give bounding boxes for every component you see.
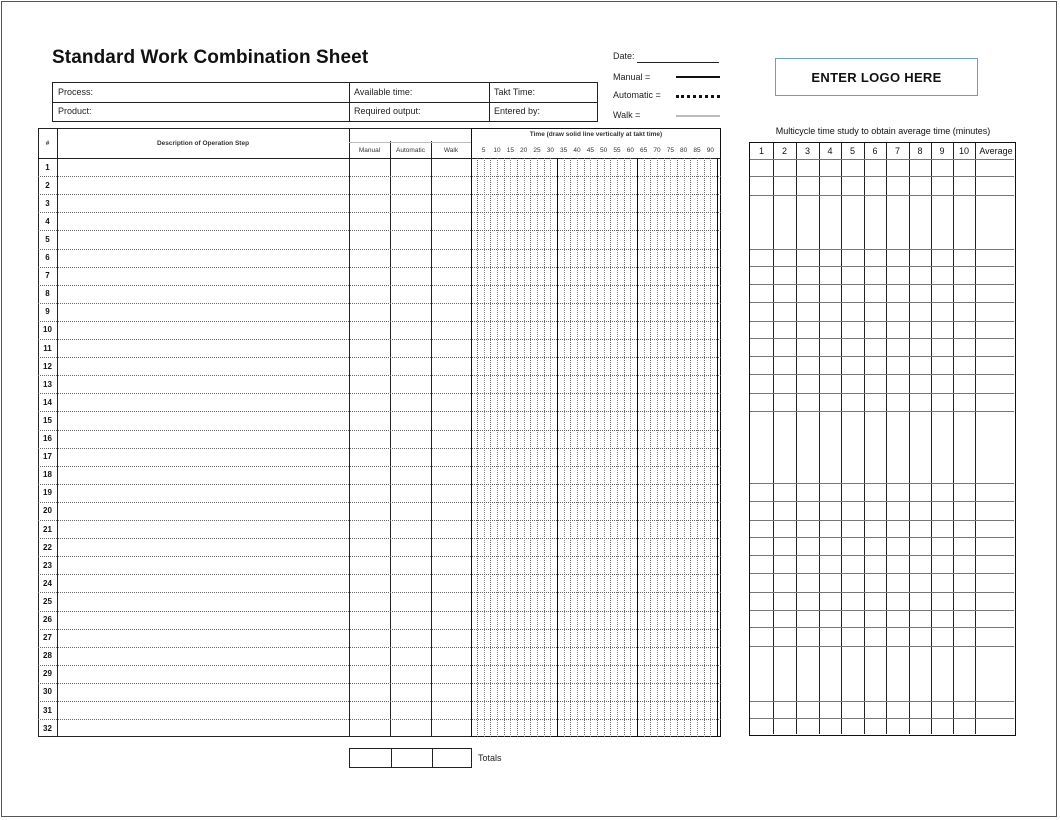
row-divider [38, 484, 721, 485]
walk-cell[interactable] [431, 267, 471, 285]
row-number: 17 [43, 452, 52, 462]
manual-cell[interactable] [349, 212, 390, 230]
header-subdivider [349, 142, 471, 143]
timeline-tick-label: 45 [586, 146, 594, 154]
description-cell[interactable] [57, 556, 349, 574]
timeline-header: Time (draw solid line vertically at takt time) [529, 131, 663, 138]
row-divider [38, 502, 721, 503]
multicycle-row[interactable] [750, 537, 1014, 555]
row-divider [38, 411, 721, 412]
timeline-tick-label: 30 [546, 146, 554, 154]
walk-cell[interactable] [431, 611, 471, 629]
manual-cell[interactable] [349, 375, 390, 393]
multicycle-col-header: 9 [939, 146, 945, 156]
process-label: Process: [58, 87, 94, 97]
description-cell[interactable] [57, 665, 349, 683]
row-divider [38, 357, 721, 358]
description-cell[interactable] [57, 339, 349, 357]
row-divider [38, 212, 721, 213]
row-divider [38, 339, 721, 340]
total-automatic-cell[interactable] [391, 749, 433, 767]
walk-cell[interactable] [431, 249, 471, 267]
row-number: 1 [45, 162, 50, 172]
walk-cell[interactable] [431, 357, 471, 375]
multicycle-row[interactable] [750, 610, 1014, 627]
description-cell[interactable] [57, 502, 349, 520]
row-number: 19 [43, 488, 52, 498]
multicycle-row[interactable] [750, 338, 1014, 356]
description-cell[interactable] [57, 611, 349, 629]
multicycle-row[interactable] [750, 176, 1014, 195]
multicycle-row[interactable] [750, 627, 1014, 646]
walk-cell[interactable] [431, 430, 471, 448]
description-cell[interactable] [57, 393, 349, 411]
multicycle-table [749, 142, 1016, 736]
manual-cell[interactable] [349, 158, 390, 176]
walk-cell[interactable] [431, 411, 471, 429]
automatic-cell[interactable] [390, 194, 431, 212]
row-divider [38, 267, 721, 268]
row-number: 2 [45, 180, 50, 190]
row-number: 9 [45, 307, 50, 317]
process-field[interactable] [53, 83, 349, 102]
row-divider [38, 592, 721, 593]
automatic-cell[interactable] [390, 647, 431, 665]
manual-cell[interactable] [349, 303, 390, 321]
multicycle-col-header: Average [979, 146, 1013, 156]
entered-by-label: Entered by: [494, 106, 541, 116]
multicycle-row-divider [750, 718, 1014, 719]
automatic-cell[interactable] [390, 176, 431, 194]
manual-cell[interactable] [349, 538, 390, 556]
automatic-line-sample [676, 95, 720, 98]
automatic-cell[interactable] [390, 556, 431, 574]
manual-cell[interactable] [349, 611, 390, 629]
description-cell[interactable] [57, 647, 349, 665]
row-number: 22 [43, 542, 52, 552]
row-divider [38, 448, 721, 449]
description-cell[interactable] [57, 411, 349, 429]
description-cell[interactable] [57, 158, 349, 176]
automatic-cell[interactable] [390, 592, 431, 610]
walk-cell[interactable] [431, 665, 471, 683]
page-title: Standard Work Combination Sheet [52, 47, 369, 68]
walk-col-header: Walk [443, 146, 459, 154]
row-number: 29 [43, 669, 52, 679]
walk-cell[interactable] [431, 393, 471, 411]
manual-cell[interactable] [349, 701, 390, 719]
row-number: 10 [43, 325, 52, 335]
totals-box [349, 748, 472, 768]
manual-cell[interactable] [349, 430, 390, 448]
multicycle-row[interactable] [750, 555, 1014, 573]
timeline-tick-label: 10 [493, 146, 501, 154]
date-field[interactable] [637, 62, 719, 63]
description-cell[interactable] [57, 430, 349, 448]
multicycle-col-header: 4 [827, 146, 833, 156]
row-divider [38, 683, 721, 684]
automatic-cell[interactable] [390, 158, 431, 176]
manual-cell[interactable] [349, 647, 390, 665]
description-cell[interactable] [57, 375, 349, 393]
manual-cell[interactable] [349, 502, 390, 520]
multicycle-row[interactable] [750, 284, 1014, 302]
automatic-cell[interactable] [390, 285, 431, 303]
manual-cell[interactable] [349, 556, 390, 574]
row-number: 4 [45, 216, 50, 226]
multicycle-col-header: 8 [917, 146, 923, 156]
row-divider [38, 321, 721, 322]
walk-cell[interactable] [431, 230, 471, 248]
row-number: 3 [45, 198, 50, 208]
description-cell[interactable] [57, 719, 349, 737]
manual-line-sample [676, 76, 720, 78]
required-output-label: Required output: [354, 106, 421, 116]
walk-cell[interactable] [431, 285, 471, 303]
row-divider [38, 538, 721, 539]
multicycle-row[interactable] [750, 393, 1014, 411]
multicycle-row[interactable] [750, 411, 1014, 483]
automatic-cell[interactable] [390, 629, 431, 647]
automatic-cell[interactable] [390, 448, 431, 466]
multicycle-row[interactable] [750, 195, 1014, 249]
row-divider [38, 556, 721, 557]
walk-cell[interactable] [431, 538, 471, 556]
row-number: 16 [43, 434, 52, 444]
description-header: Description of Operation Step [156, 139, 250, 147]
row-number: 13 [43, 379, 52, 389]
automatic-cell[interactable] [390, 212, 431, 230]
timeline-tick-label: 40 [573, 146, 581, 154]
automatic-col-header: Automatic [396, 146, 425, 154]
manual-cell[interactable] [349, 176, 390, 194]
timeline-tick-label: 85 [693, 146, 701, 154]
row-divider [38, 701, 721, 702]
walk-cell[interactable] [431, 448, 471, 466]
multicycle-row[interactable] [750, 321, 1014, 338]
manual-cell[interactable] [349, 520, 390, 538]
product-label: Product: [58, 106, 92, 116]
walk-cell[interactable] [431, 212, 471, 230]
description-cell[interactable] [57, 574, 349, 592]
manual-cell[interactable] [349, 574, 390, 592]
description-cell[interactable] [57, 683, 349, 701]
description-cell[interactable] [57, 321, 349, 339]
row-number: 24 [43, 578, 52, 588]
description-cell[interactable] [57, 592, 349, 610]
automatic-cell[interactable] [390, 411, 431, 429]
row-divider [38, 393, 721, 394]
walk-cell[interactable] [431, 176, 471, 194]
walk-cell[interactable] [431, 592, 471, 610]
walk-cell[interactable] [431, 502, 471, 520]
manual-cell[interactable] [349, 592, 390, 610]
walk-cell[interactable] [431, 574, 471, 592]
walk-cell[interactable] [431, 484, 471, 502]
walk-cell[interactable] [431, 719, 471, 737]
automatic-cell[interactable] [390, 574, 431, 592]
timeline-tick-label: 5 [481, 146, 486, 154]
row-divider [38, 285, 721, 286]
multicycle-row[interactable] [750, 159, 1014, 176]
row-divider [38, 647, 721, 648]
description-cell[interactable] [57, 267, 349, 285]
manual-cell[interactable] [349, 629, 390, 647]
multicycle-row[interactable] [750, 501, 1014, 520]
timeline-tick-label: 70 [653, 146, 661, 154]
takt-time-field[interactable] [489, 83, 597, 102]
walk-cell[interactable] [431, 647, 471, 665]
walk-cell[interactable] [431, 629, 471, 647]
multicycle-col-header: 2 [781, 146, 787, 156]
automatic-cell[interactable] [390, 393, 431, 411]
multicycle-row[interactable] [750, 374, 1014, 393]
walk-cell[interactable] [431, 321, 471, 339]
automatic-cell[interactable] [390, 267, 431, 285]
automatic-cell[interactable] [390, 719, 431, 737]
automatic-cell[interactable] [390, 303, 431, 321]
automatic-cell[interactable] [390, 249, 431, 267]
totals-label: Totals [478, 753, 502, 763]
row-divider [38, 611, 721, 612]
description-cell[interactable] [57, 538, 349, 556]
multicycle-row[interactable] [750, 356, 1014, 374]
row-number: 20 [43, 506, 52, 516]
multicycle-row[interactable] [750, 520, 1014, 537]
row-divider [38, 176, 721, 177]
description-cell[interactable] [57, 357, 349, 375]
description-cell[interactable] [57, 303, 349, 321]
row-number: 8 [45, 289, 50, 299]
row-number: 23 [43, 560, 52, 570]
row-divider [38, 574, 721, 575]
walk-cell[interactable] [431, 556, 471, 574]
row-divider [38, 665, 721, 666]
multicycle-col-header: 7 [894, 146, 900, 156]
row-divider [38, 430, 721, 431]
automatic-cell[interactable] [390, 683, 431, 701]
automatic-cell[interactable] [390, 520, 431, 538]
manual-cell[interactable] [349, 393, 390, 411]
multicycle-col-header: 5 [849, 146, 855, 156]
date-label: Date: [613, 51, 635, 61]
timeline-tick-label: 25 [533, 146, 541, 154]
timeline-tick-label: 80 [680, 146, 688, 154]
multicycle-row[interactable] [750, 573, 1014, 592]
walk-cell[interactable] [431, 683, 471, 701]
automatic-cell[interactable] [390, 375, 431, 393]
row-number: 5 [45, 234, 50, 244]
multicycle-row[interactable] [750, 266, 1014, 284]
manual-cell[interactable] [349, 267, 390, 285]
multicycle-row[interactable] [750, 646, 1014, 701]
description-cell[interactable] [57, 285, 349, 303]
walk-cell[interactable] [431, 339, 471, 357]
row-number: 21 [43, 524, 52, 534]
row-number: 18 [43, 470, 52, 480]
walk-cell[interactable] [431, 194, 471, 212]
description-cell[interactable] [57, 466, 349, 484]
row-number: 27 [43, 633, 52, 643]
row-divider [38, 520, 721, 521]
walk-line-sample [676, 115, 720, 117]
timeline-tick-label: 60 [626, 146, 634, 154]
description-cell[interactable] [57, 629, 349, 647]
manual-cell[interactable] [349, 448, 390, 466]
description-cell[interactable] [57, 484, 349, 502]
manual-cell[interactable] [349, 683, 390, 701]
multicycle-title: Multicycle time study to obtain average time (minutes) [775, 126, 991, 136]
row-divider [38, 375, 721, 376]
description-cell[interactable] [57, 230, 349, 248]
available-time-field[interactable] [349, 83, 489, 102]
timeline-tick-label: 90 [706, 146, 714, 154]
timeline-tick-label: 75 [666, 146, 674, 154]
product-field[interactable] [53, 102, 349, 121]
manual-cell[interactable] [349, 484, 390, 502]
row-number: 14 [43, 397, 52, 407]
automatic-cell[interactable] [390, 230, 431, 248]
multicycle-col-header: 3 [804, 146, 810, 156]
manual-cell[interactable] [349, 719, 390, 737]
walk-cell[interactable] [431, 375, 471, 393]
walk-cell[interactable] [431, 466, 471, 484]
manual-cell[interactable] [349, 466, 390, 484]
row-divider [38, 719, 721, 720]
multicycle-row[interactable] [750, 701, 1014, 718]
row-number: 30 [43, 687, 52, 697]
available-time-label: Available time: [354, 87, 413, 97]
automatic-cell[interactable] [390, 611, 431, 629]
automatic-cell[interactable] [390, 357, 431, 375]
multicycle-col-header: 10 [958, 146, 969, 156]
multicycle-col-header: 6 [872, 146, 878, 156]
row-number: 28 [43, 651, 52, 661]
num-header: # [45, 139, 50, 147]
operation-grid-body [38, 128, 721, 737]
row-number: 11 [43, 343, 52, 353]
multicycle-col-header: 1 [758, 146, 764, 156]
automatic-cell[interactable] [390, 484, 431, 502]
row-divider [38, 249, 721, 250]
manual-cell[interactable] [349, 249, 390, 267]
description-cell[interactable] [57, 249, 349, 267]
automatic-cell[interactable] [390, 502, 431, 520]
row-number: 26 [43, 615, 52, 625]
description-cell[interactable] [57, 212, 349, 230]
row-number: 31 [43, 705, 52, 715]
manual-col-header: Manual [358, 146, 381, 154]
description-cell[interactable] [57, 448, 349, 466]
total-walk-cell[interactable] [432, 749, 471, 767]
row-number: 7 [45, 271, 50, 281]
timeline-tick-label: 65 [640, 146, 648, 154]
automatic-cell[interactable] [390, 339, 431, 357]
row-number: 12 [43, 361, 52, 371]
timeline-tick-label: 35 [560, 146, 568, 154]
manual-cell[interactable] [349, 285, 390, 303]
merged-header-mask [350, 129, 470, 141]
manual-cell[interactable] [349, 339, 390, 357]
multicycle-row[interactable] [750, 483, 1014, 501]
automatic-cell[interactable] [390, 701, 431, 719]
row-number: 15 [43, 415, 52, 425]
automatic-cell[interactable] [390, 321, 431, 339]
multicycle-row[interactable] [750, 592, 1014, 610]
timeline-tick-label: 50 [600, 146, 608, 154]
row-divider [38, 303, 721, 304]
walk-cell[interactable] [431, 701, 471, 719]
multicycle-row[interactable] [750, 249, 1014, 266]
total-manual-cell[interactable] [350, 749, 392, 767]
automatic-legend-label: Automatic = [613, 90, 661, 100]
manual-cell[interactable] [349, 194, 390, 212]
multicycle-row[interactable] [750, 302, 1014, 321]
manual-cell[interactable] [349, 665, 390, 683]
timeline-tick-label: 55 [613, 146, 621, 154]
row-divider [38, 629, 721, 630]
description-cell[interactable] [57, 701, 349, 719]
timeline-tick-label: 20 [520, 146, 528, 154]
row-number: 25 [43, 596, 52, 606]
automatic-cell[interactable] [390, 665, 431, 683]
timeline-tick-label: 15 [506, 146, 514, 154]
manual-cell[interactable] [349, 357, 390, 375]
description-cell[interactable] [57, 520, 349, 538]
automatic-cell[interactable] [390, 466, 431, 484]
walk-legend-label: Walk = [613, 110, 641, 120]
entered-by-field[interactable] [489, 102, 597, 121]
row-divider [38, 466, 721, 467]
logo-placeholder[interactable]: ENTER LOGO HERE [775, 58, 978, 96]
takt-time-label: Takt Time: [494, 87, 536, 97]
description-cell[interactable] [57, 194, 349, 212]
required-output-field[interactable] [349, 102, 489, 121]
row-divider [38, 230, 721, 231]
automatic-cell[interactable] [390, 538, 431, 556]
automatic-cell[interactable] [390, 430, 431, 448]
description-cell[interactable] [57, 176, 349, 194]
manual-cell[interactable] [349, 321, 390, 339]
walk-cell[interactable] [431, 303, 471, 321]
manual-legend-label: Manual = [613, 72, 651, 82]
walk-cell[interactable] [431, 158, 471, 176]
manual-cell[interactable] [349, 230, 390, 248]
row-number: 6 [45, 253, 50, 263]
row-divider [38, 194, 721, 195]
walk-cell[interactable] [431, 520, 471, 538]
info-box [52, 82, 598, 122]
manual-cell[interactable] [349, 411, 390, 429]
row-number: 32 [43, 723, 52, 733]
